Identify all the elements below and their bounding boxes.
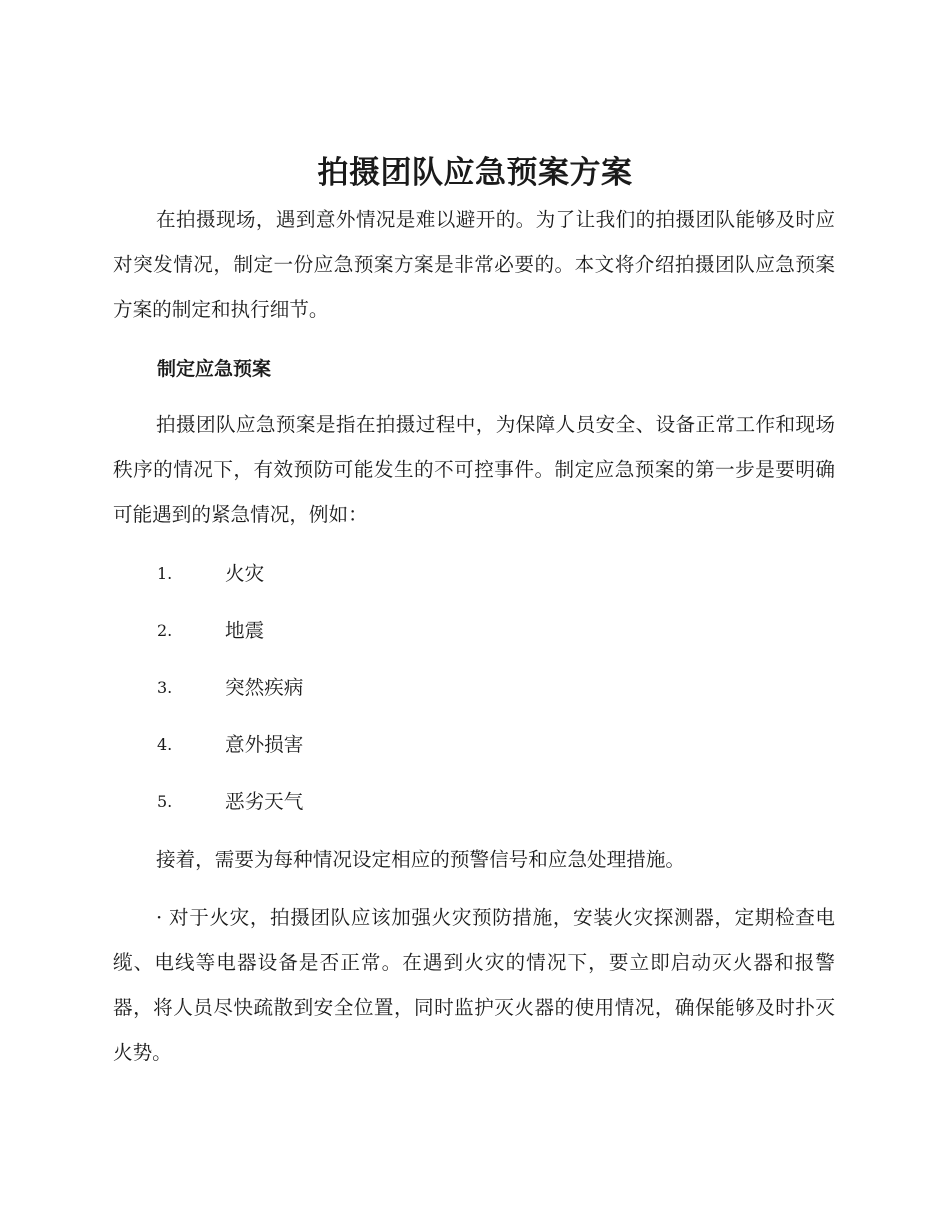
list-number: 1.: [157, 564, 173, 583]
list-text: 地震: [225, 619, 265, 642]
list-number: 5.: [157, 792, 173, 811]
list-text: 意外损害: [225, 733, 304, 756]
document-title: 拍摄团队应急预案方案: [317, 155, 633, 191]
fire-paragraph: · 对于火灾，拍摄团队应该加强火灾预防措施，安装火灾探测器，定期检查电缆、电线等电器设备是否正常。在遇到火灾的情况下，要立即启动灭火器和报警器，将人员尽快疏散到安全位置，同时监护灭火器的使用情况，确保能够及时扑灭火势。: [113, 906, 835, 1064]
section-heading: 制定应急预案: [157, 358, 272, 380]
intro-paragraph: 在拍摄现场，遇到意外情况是难以避开的。为了让我们的拍摄团队能够及时应对突发情况，制定一份应急预案方案是非常必要的。本文将介绍拍摄团队应急预案方案的制定和执行细节。: [113, 208, 835, 321]
section-paragraph: 拍摄团队应急预案是指在拍摄过程中，为保障人员安全、设备正常工作和现场秩序的情况下，有效预防可能发生的不可控事件。制定应急预案的第一步是要明确可能遇到的紧急情况，例如：: [113, 413, 835, 526]
followup-paragraph: 接着，需要为每种情况设定相应的预警信号和应急处理措施。: [156, 848, 686, 871]
list-text: 火灾: [225, 562, 265, 585]
list-number: 3.: [157, 678, 173, 697]
list-text: 突然疾病: [225, 676, 304, 699]
list-number: 2.: [157, 621, 173, 640]
list-text: 恶劣天气: [225, 790, 304, 813]
list-number: 4.: [157, 735, 173, 754]
